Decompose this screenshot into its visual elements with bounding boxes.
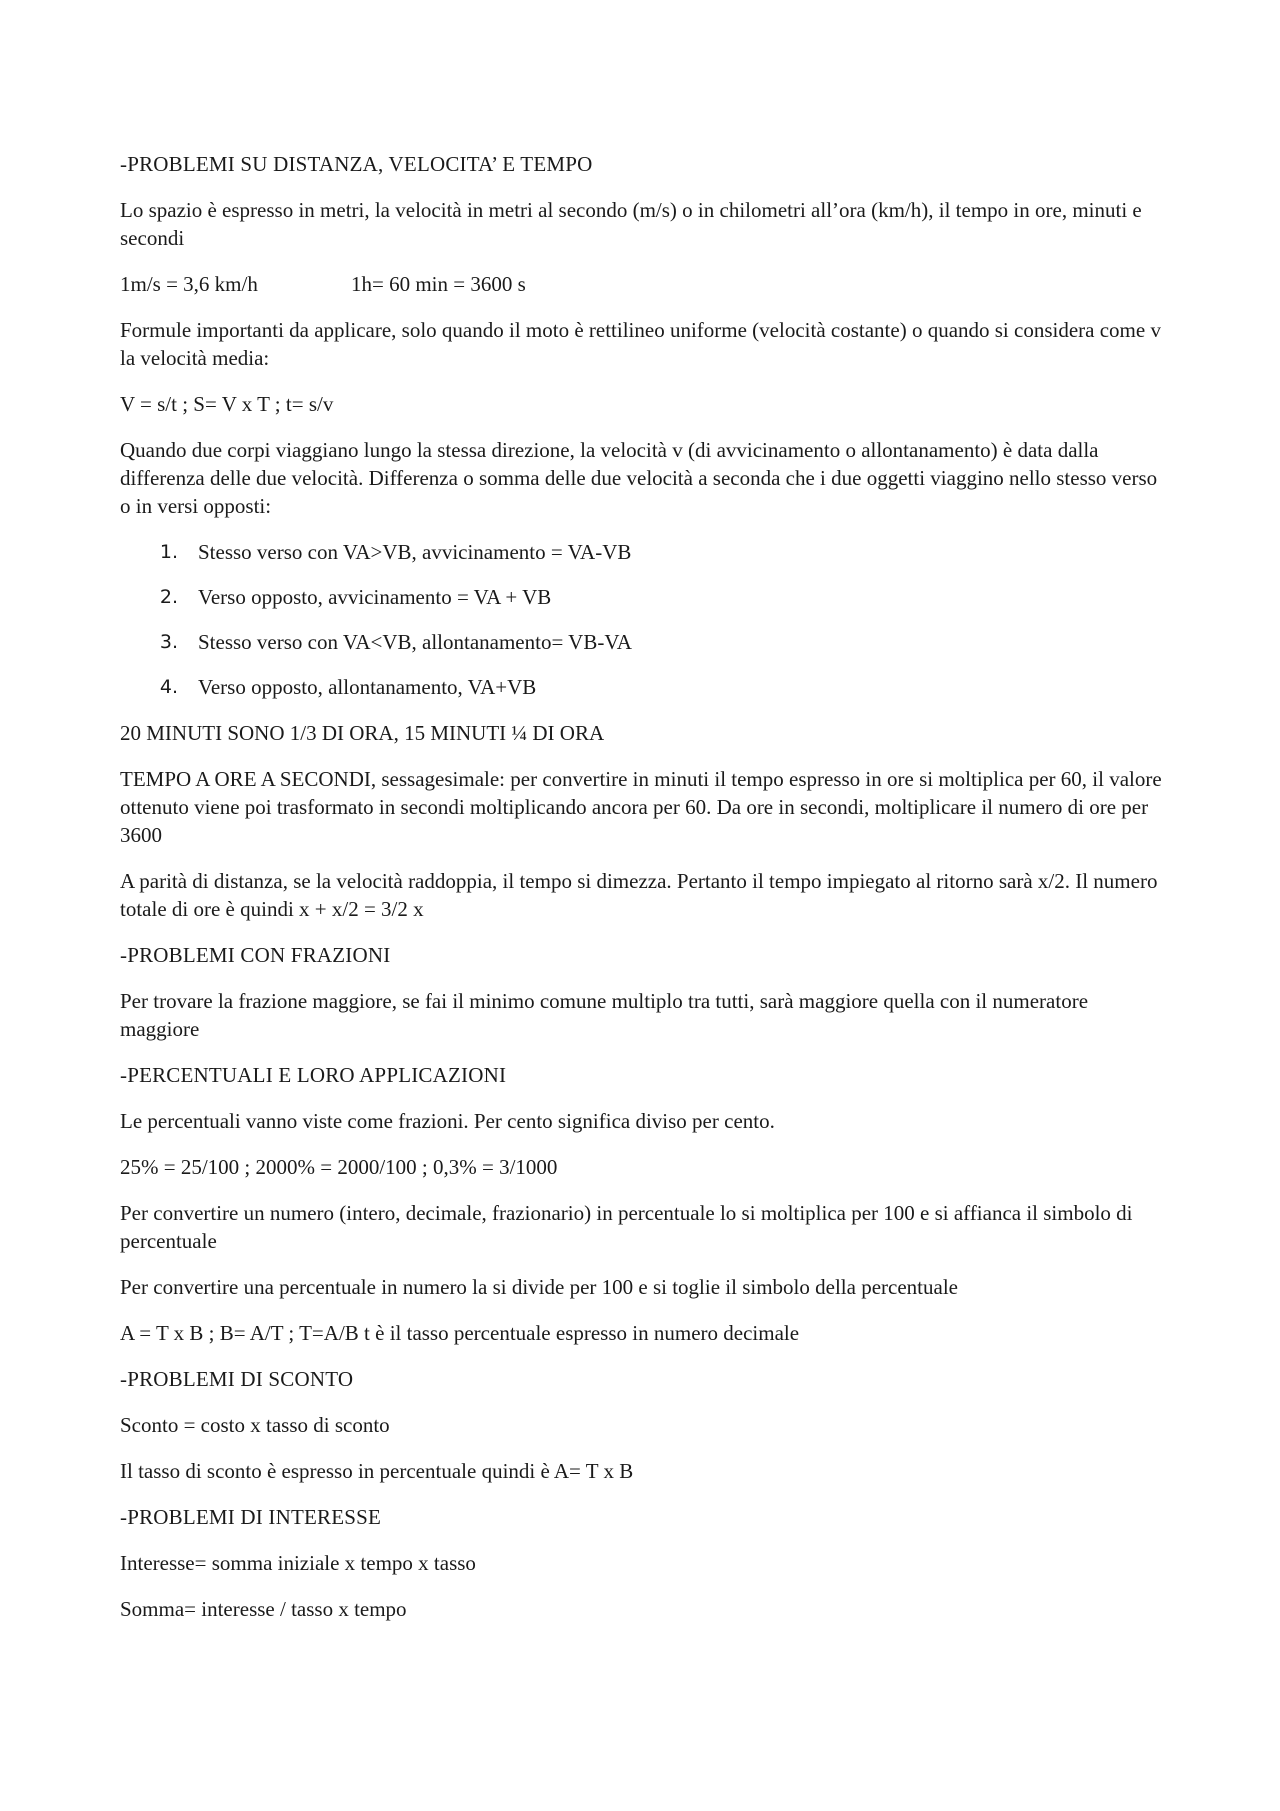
paragraph-interesse: Interesse= somma iniziale x tempo x tasso — [120, 1551, 476, 1575]
paragraph-conv-percentuale: Per convertire una percentuale in numero la si divide per 100 e si toglie il simbolo della percentuale — [120, 1275, 958, 1299]
list-item-number: 1. — [159, 541, 178, 563]
paragraph-spazio: Lo spazio è espresso in metri, la velocità in metri al secondo (m/s) o in chilometri all’ora (km/h), il tempo in ore, minuti e secondi — [120, 198, 1142, 250]
paragraph-formule: Formule importanti da applicare, solo quando il moto è rettilineo uniforme (velocità costante) o quando si considera come v la velocità media: — [120, 318, 1161, 370]
paragraph-parita: A parità di distanza, se la velocità raddoppia, il tempo si dimezza. Pertanto il tempo impiegato al ritorno sarà x/2. Il numero totale di ore è quindi x + x/2 = 3/2 x — [120, 869, 1158, 921]
paragraph-tasso-sconto: Il tasso di sconto è espresso in percentuale quindi è A= T x B — [120, 1459, 634, 1483]
paragraph-conv-numero: Per convertire un numero (intero, decimale, frazionario) in percentuale lo si moltiplica per 100 e si affianca il simbolo di percentuale — [120, 1201, 1133, 1253]
conversion-hours: 1h= 60 min = 3600 s — [351, 272, 526, 296]
list-item-text: Verso opposto, allontanamento, VA+VB — [198, 675, 537, 699]
list-item-number: 2. — [159, 586, 178, 608]
paragraph-esempi: 25% = 25/100 ; 2000% = 2000/100 ; 0,3% = 3/1000 — [120, 1155, 558, 1179]
list-item — [120, 538, 1165, 566]
paragraph-frazioni: Per trovare la frazione maggiore, se fai il minimo comune multiplo tra tutti, sarà maggiore quella con il numeratore maggiore — [120, 989, 1089, 1041]
section-heading-distanza: -PROBLEMI SU DISTANZA, VELOCITA’ E TEMPO — [120, 152, 593, 176]
list-item-number: 3. — [159, 631, 178, 653]
paragraph-somma: Somma= interesse / tasso x tempo — [120, 1597, 407, 1621]
paragraph-minuti: 20 MINUTI SONO 1/3 DI ORA, 15 MINUTI ¼ DI ORA — [120, 721, 605, 745]
document-body — [120, 150, 1165, 1641]
section-heading-frazioni: -PROBLEMI CON FRAZIONI — [120, 943, 391, 967]
list-item-text: Stesso verso con VA<VB, allontanamento= VB-VA — [198, 630, 632, 654]
paragraph-percentuali: Le percentuali vanno viste come frazioni. Per cento significa diviso per cento. — [120, 1109, 775, 1133]
paragraph-corpi: Quando due corpi viaggiano lungo la stessa direzione, la velocità v (di avvicinamento o allontanamento) è data dalla differenza delle due velocità. Differenza o somma delle due velocità a seconda che i due oggetti viaggino nello stesso verso o in versi opposti: — [120, 438, 1158, 518]
list-item-text: Stesso verso con VA>VB, avvicinamento = VA-VB — [198, 540, 632, 564]
list-item-number: 4. — [159, 676, 178, 698]
list-item — [120, 628, 1165, 656]
section-heading-percentuali: -PERCENTUALI E LORO APPLICAZIONI — [120, 1063, 507, 1087]
conversion-ms: 1m/s = 3,6 km/h — [120, 272, 258, 296]
conversion-row — [120, 270, 1165, 298]
formula-line: V = s/t ; S= V x T ; t= s/v — [120, 392, 334, 416]
section-heading-interesse: -PROBLEMI DI INTERESSE — [120, 1505, 382, 1529]
section-heading-sconto: -PROBLEMI DI SCONTO — [120, 1367, 354, 1391]
paragraph-sconto: Sconto = costo x tasso di sconto — [120, 1413, 390, 1437]
list-item-text: Verso opposto, avvicinamento = VA + VB — [198, 585, 552, 609]
paragraph-formula-atb: A = T x B ; B= A/T ; T=A/B t è il tasso percentuale espresso in numero decimale — [120, 1321, 800, 1345]
numbered-list — [120, 538, 1165, 701]
list-item — [120, 673, 1165, 701]
paragraph-tempo: TEMPO A ORE A SECONDI, sessagesimale: per convertire in minuti il tempo espresso in ore si moltiplica per 60, il valore ottenuto viene poi trasformato in secondi moltiplicando ancora per 60. Da ore in secondi, moltiplicare il numero di ore per 3600 — [120, 767, 1162, 847]
list-item — [120, 583, 1165, 611]
